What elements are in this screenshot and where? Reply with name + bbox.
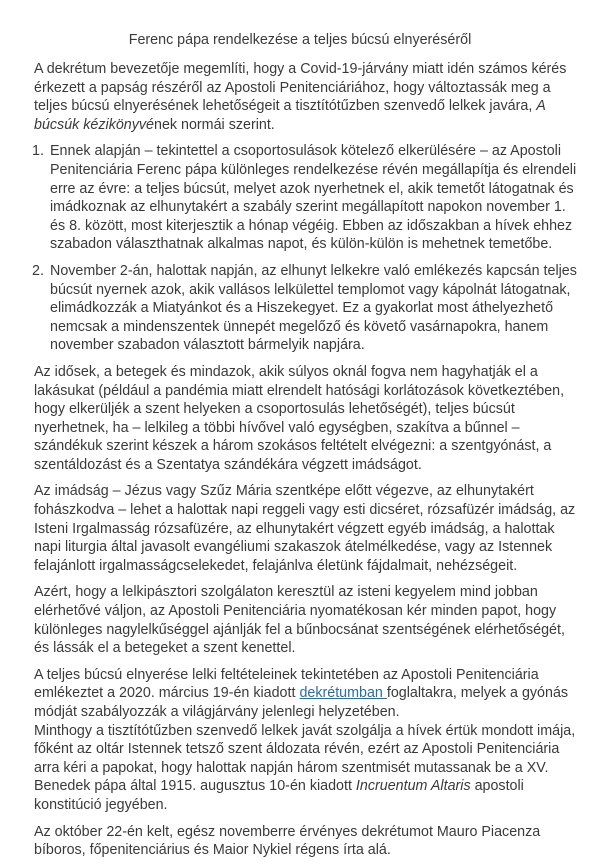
intro-text: A dekrétum bevezetője megemlíti, hogy a Covid-19-járvány miatt idén számos kérés érkezett a papság részéről az Apostoli Penitenciáriához, hogy változtassák meg a teljes búcsú elnyerésének lehetőségeit a tisztítótűzben szenvedő lelkek javára,	[34, 61, 567, 115]
list-item-text: November 2-án, halottak napján, az elhunyt lelkekre való emlékezés kapcsán teljes búcsút nyernek azok, akik vallásos lelkülettel templomot vagy kápolnát látogatnak, elimádkozzák a Miatyánkot és a Hiszekegyet. Ez a gyakorlat most áthelyezhető nemcsak a mindenszentek ünnepét megelőző és követő vasárnapokra, hanem november szabadon választott bármelyik napjára.	[50, 262, 577, 354]
decree-link[interactable]: dekrétumban	[299, 685, 387, 702]
numbered-list	[34, 142, 582, 355]
decree-tail: apostoli konstitúció jegyében.	[34, 778, 524, 813]
intro-paragraph	[34, 60, 582, 134]
paragraph-pastoral-service: Azért, hogy a lelkipásztori szolgálaton keresztül az isteni kegyelem mind jobban elérhetővé váljon, az Apostoli Penitenciária nyomatékosan kér minden papot, hogy különleges nagylelkűséggel ajánlják fel a bűnbocsánat szentségének elérhetőségét, és lássák el a betegeket a szent kenettel.	[34, 584, 565, 657]
list-item-text: Ennek alapján – tekintettel a csoportosulások kötelező elkerülésére – az Apostoli Penitenciária Ferenc pápa különleges rendelkezése révén megállapítja és elrendeli erre az évre: a teljes búcsút, melyet azok nyerhetnek el, akik temetőt látogatnak és imádkoznak az elhunytakért a szabály szerint megállapított napokon november 1. és 8. között, most kiterjesztik a hónap végéig. Ebben az időszakban a hívek ehhez szabadon választhatnak alkalmas napot, és külön-külön is mehetnek temetőbe.	[50, 143, 577, 253]
paragraph-decree	[34, 666, 582, 815]
intro-tail: nek normái szerint.	[154, 116, 275, 133]
constitution-title: Incruentum Altaris	[355, 778, 471, 795]
list-item-number: 2.	[32, 262, 44, 279]
closing-paragraph: Az október 22-én kelt, egész novemberre érvényes dekrétumot Mauro Piacenza bíboros, főpenitenciárius és Maior Nykiel régens írta alá.	[34, 823, 541, 859]
document-title: Ferenc pápa rendelkezése a teljes búcsú elnyeréséről	[128, 32, 472, 48]
list-item	[34, 262, 582, 355]
paragraph-prayer: Az imádság – Jézus vagy Szűz Mária szentképe előtt végezve, az elhunytakért fohászkodva – lehet a halottak napi reggeli vagy esti dicséret, rózsafüzér imádság, az Isteni Irgalmasság rózsafüzére, az elhunytakért végzett egyéb imádság, a halottak napi liturgia által javasolt evangéliumi szakaszok átelmélkedése, vagy az Istennek felajánlott irgalmasságcselekedet, felajánlva életünk fájdalmait, nehézségeit.	[34, 483, 576, 574]
decree-second-part: Minthogy a tisztítótűzben szenvedő lelkek javát szolgálja a hívek értük mondott imája, főként az oltár Istennek tetsző szent áldozata révén, ezért az Apostoli Penitenciária arra kéri a papokat, hogy halottak napján három szentmisét mutassanak be a XV. Benedek pápa által 1915. augusztus 10-én kiadott	[34, 722, 576, 795]
paragraph-elderly-sick: Az idősek, a betegek és mindazok, akik súlyos oknál fogva nem hagyhatják el a lakásukat (például a pandémia miatt elrendelt hatósági korlátozások következtében, hogy elkerüljék a szent helyeken a csoportosulás lehetőségét), teljes búcsút nyerhetnek, ha – lelkileg a többi hívővel való egységben, szakítva a bűnnel – szándékuk szerint készek a három szokásos feltételt elvégezni: a szentgyónást, a szentáldozást és a Szentatya szándékára végzett imádságot.	[34, 363, 565, 473]
list-item-number: 1.	[32, 143, 44, 160]
decree-text-before-link: A teljes búcsú elnyerése lelki feltételeinek tekintetében az Apostoli Penitenciária emlékeztet a 2020. március 19-én kiadott	[34, 666, 539, 702]
document-body	[34, 60, 582, 868]
decree-text-after-link: foglaltakra, melyek a gyónás módját szabályozzák a világjárvány jelenlegi helyzetében.	[34, 685, 569, 720]
list-item	[34, 142, 582, 254]
intro-italic-title: A búcsúk kézikönyvé	[34, 98, 546, 133]
